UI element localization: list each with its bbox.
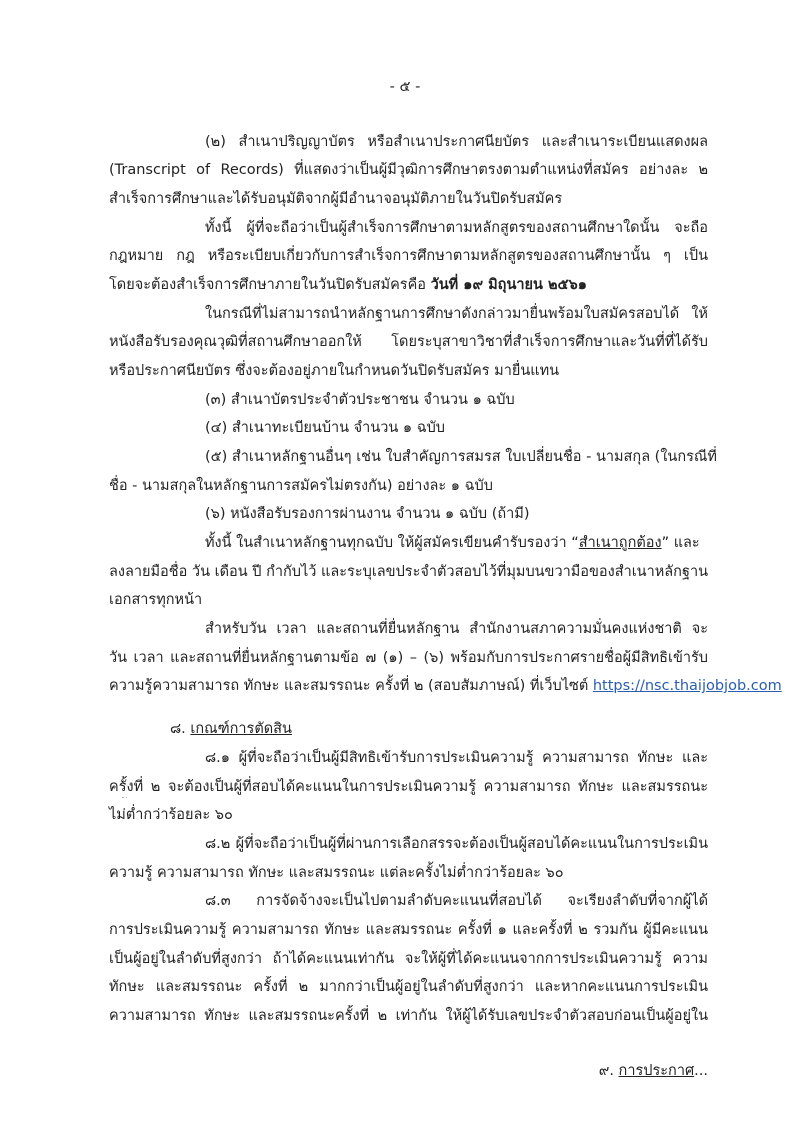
paragraph-line: หนังสือรับรองคุณวุฒิที่สถานศึกษาออกให้ โดยระบุสาขาวิชาที่สำเร็จการศึกษาและวันที่ที่ได้รับ [109, 334, 708, 350]
ellipsis: ... [694, 1063, 708, 1079]
list-item: (๖) หนังสือรับรองการผ่านงาน จำนวน ๑ ฉบับ (ถ้ามี) [205, 506, 530, 522]
paragraph-line: ความรู้ ความสามารถ ทักษะ และสมรรถนะ แต่ละครั้งไม่ต่ำกว่าร้อยละ ๖๐ [109, 865, 564, 881]
paragraph-line: ความสามารถ ทักษะ และสมรรถนะครั้งที่ ๒ เท่ากัน ให้ผู้ได้รับเลขประจำตัวสอบก่อนเป็นผู้อยู่ใน [109, 1008, 708, 1024]
paragraph-line: ทั้งนี้ ผู้ที่จะถือว่าเป็นผู้สำเร็จการศึกษาตามหลักสูตรของสถานศึกษาใดนั้น จะถือ [205, 220, 708, 236]
website-link[interactable]: https://nsc.thaijobjob.com [592, 678, 782, 694]
paragraph-line: ครั้งที่ ๒ จะต้องเป็นผู้ที่สอบได้คะแนนในการประเมินความรู้ ความสามารถ ทักษะ และสมรรถนะ [109, 779, 708, 795]
paragraph-line: (๒) สำเนาปริญญาบัตร หรือสำเนาประกาศนียบัตร และสำเนาระเบียนแสดงผล [205, 134, 708, 150]
next-section-title: การประกาศ [618, 1063, 695, 1079]
paragraph-line: สำเร็จการศึกษาและได้รับอนุมัติจากผู้มีอำนาจอนุมัติภายในวันปิดรับสมัคร [109, 191, 563, 207]
paragraph-line: กฎหมาย กฎ หรือระเบียบเกี่ยวกับการสำเร็จการศึกษาตามหลักสูตรของสถานศึกษานั้น ๆ เป็น [109, 248, 708, 264]
section-heading [170, 718, 769, 740]
paragraph-line [109, 274, 708, 296]
list-item: (๕) สำเนาหลักฐานอื่นๆ เช่น ใบสำคัญการสมรส ใบเปลี่ยนชื่อ - นามสกุล (ในกรณีที่ [205, 449, 717, 465]
paragraph-line: ๘.๑ ผู้ที่จะถือว่าเป็นผู้มีสิทธิเข้ารับการประเมินความรู้ ความสามารถ ทักษะ และ [205, 750, 708, 766]
list-item: (๓) สำเนาบัตรประจำตัวประชาชน จำนวน ๑ ฉบับ [205, 392, 515, 408]
line-text: ทั้งนี้ ในสำเนาหลักฐานทุกฉบับ ให้ผู้สมัครเขียนคำรับรองว่า “ [205, 535, 579, 551]
paragraph-line: ทักษะ และสมรรถนะ ครั้งที่ ๒ มากกว่าเป็นผู้อยู่ในลำดับที่สูงกว่า และหากคะแนนการประเมิน [109, 979, 708, 995]
certified-copy-phrase: สำเนาถูกต้อง [578, 535, 662, 551]
paragraph-line: (Transcript of Records) ที่แสดงว่าเป็นผู้มีวุฒิการศึกษาตรงตามตำแหน่งที่สมัคร อย่างละ ๒ [109, 162, 708, 178]
paragraph-line: หรือประกาศนียบัตร ซึ่งจะต้องอยู่ภายในกำหนดวันปิดรับสมัคร มายื่นแทน [109, 363, 560, 379]
paragraph-line: วัน เวลา และสถานที่ยื่นหลักฐานตามข้อ ๗ (๑) – (๖) พร้อมกับการประกาศรายชื่อผู้มีสิทธิเข้ารับ [109, 650, 708, 666]
paragraph-line: ลงลายมือชื่อ วัน เดือน ปี กำกับไว้ และระบุเลขประจำตัวสอบไว้ที่มุมบนขวามือของสำเนาหลักฐาน [109, 564, 708, 580]
paragraph-line: ๘.๒ ผู้ที่จะถือว่าเป็นผู้ที่ผ่านการเลือกสรรจะต้องเป็นผู้สอบได้คะแนนในการประเมิน [205, 836, 708, 852]
line-text: ” และ [661, 535, 700, 551]
line-text: ความรู้ความสามารถ ทักษะ และสมรรถนะ ครั้งที่ ๒ (สอบสัมภาษณ์) ที่เว็บไซต์ [109, 678, 593, 694]
paragraph-line: สำหรับวัน เวลา และสถานที่ยื่นหลักฐาน สำนักงานสภาความมั่นคงแห่งชาติ จะ [205, 621, 708, 637]
list-item: (๔) สำเนาทะเบียนบ้าน จำนวน ๑ ฉบับ [205, 420, 445, 436]
paragraph-line: ชื่อ - นามสกุลในหลักฐานการสมัครไม่ตรงกัน) อย่างละ ๑ ฉบับ [109, 478, 493, 494]
paragraph-line: ๘.๓ การจัดจ้างจะเป็นไปตามลำดับคะแนนที่สอบได้ จะเรียงลำดับที่จากผู้ได้ [205, 893, 708, 909]
paragraph-line: ไม่ต่ำกว่าร้อยละ ๖๐ [109, 807, 233, 823]
closing-date: วันที่ ๑๙ มิถุนายน ๒๕๖๑ [430, 277, 587, 293]
next-section-number: ๙. [598, 1063, 619, 1079]
paragraph-line: เอกสารทุกหน้า [109, 592, 203, 608]
page-number: - ๕ - [389, 79, 421, 95]
paragraph-line: ในกรณีที่ไม่สามารถนำหลักฐานการศึกษาดังกล่าวมายื่นพร้อมใบสมัครสอบได้ ให้ [205, 306, 708, 322]
paragraph-line [205, 532, 708, 554]
section-title: เกณฑ์การตัดสิน [190, 721, 292, 737]
paragraph-line: การประเมินความรู้ ความสามารถ ทักษะ และสมรรถนะ ครั้งที่ ๑ และครั้งที่ ๒ รวมกัน ผู้มีคะแนน [109, 922, 708, 938]
paragraph-line: เป็นผู้อยู่ในลำดับที่สูงกว่า ถ้าได้คะแนนเท่ากัน จะให้ผู้ที่ได้คะแนนจากการประเมินความรู้ ความ [109, 951, 708, 967]
paragraph-line [109, 675, 782, 697]
section-number: ๘. [170, 721, 191, 737]
line-text: โดยจะต้องสำเร็จการศึกษาภายในวันปิดรับสมัครคือ [109, 277, 431, 293]
continuation-footer [560, 1060, 708, 1082]
